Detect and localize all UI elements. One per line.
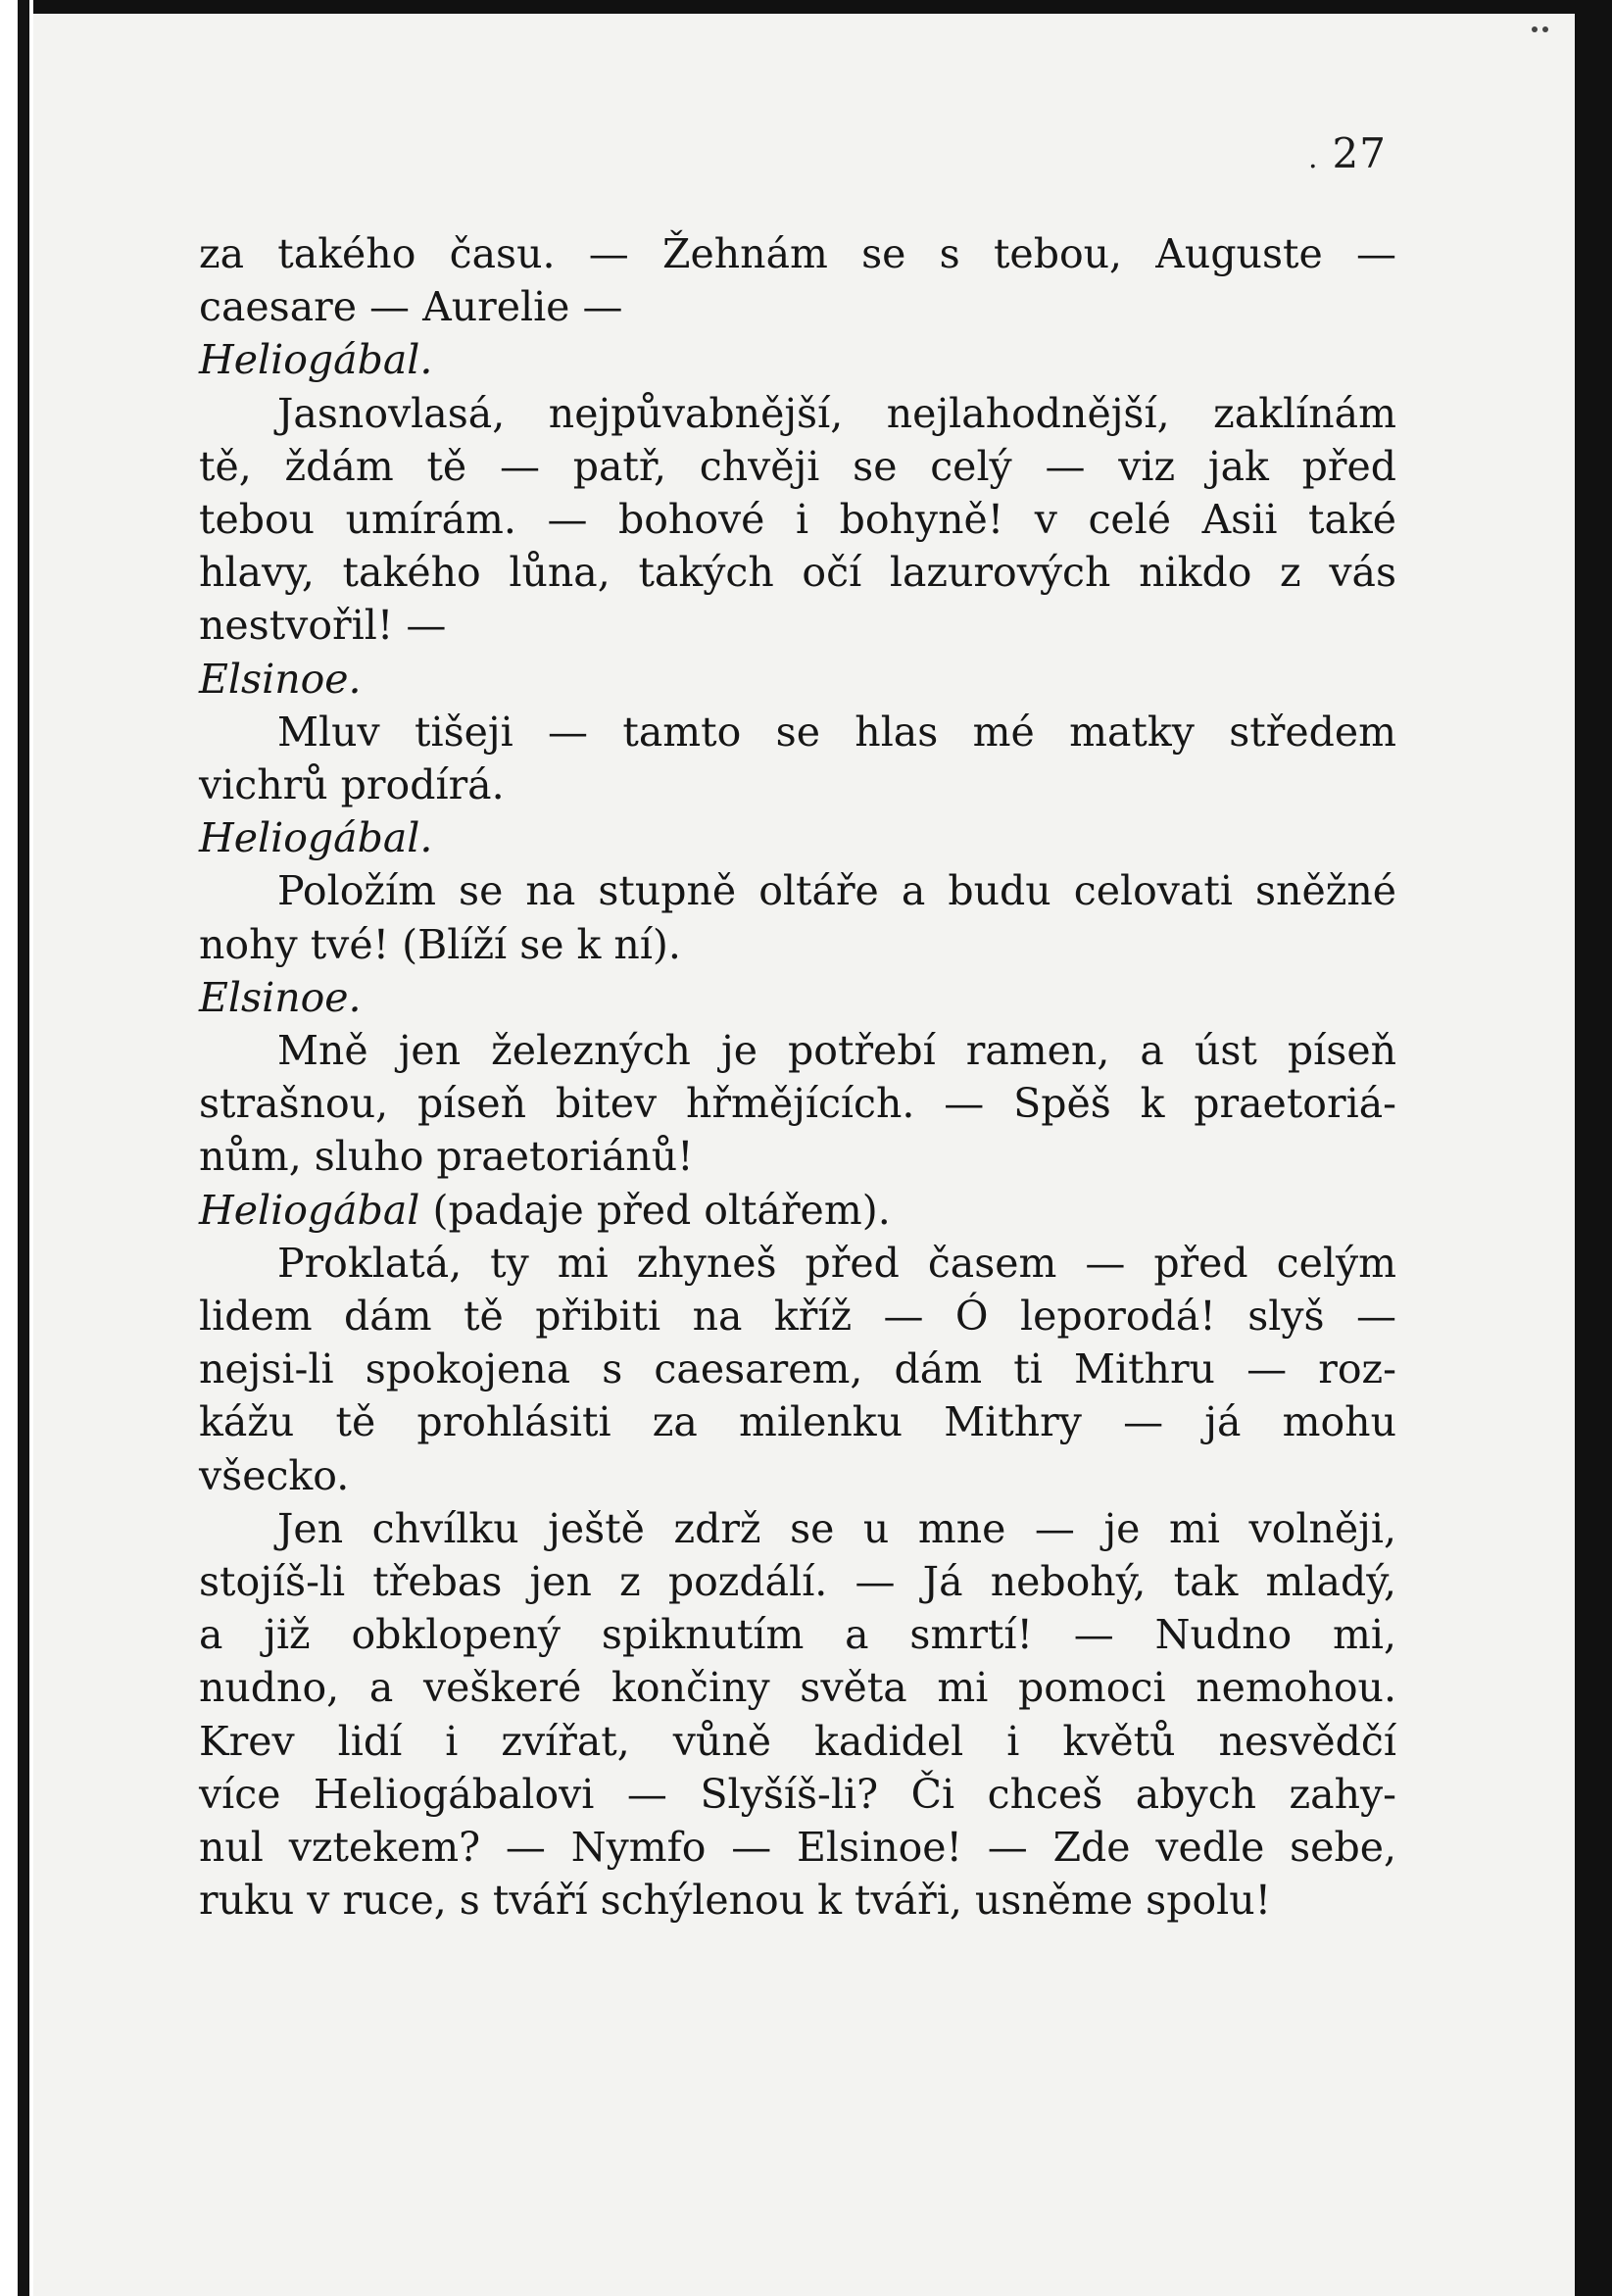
speaker-heading: Elsinoe. xyxy=(199,973,362,1021)
text-line: tě, ždám tě — patř, chvěji se celý — viz jak před xyxy=(199,442,1396,490)
speech-paragraph xyxy=(199,1024,1396,1184)
speaker-heading: Heliogábal. xyxy=(199,336,433,384)
text-line: stojíš-li třebas jen z pozdálí. — Já nebohý, tak mladý, xyxy=(199,1558,1396,1606)
text-line: a již obklopený spiknutím a smrtí! — Nudno mi, xyxy=(199,1611,1396,1659)
speaker-heading: Heliogábal. xyxy=(199,814,433,862)
speech-paragraph xyxy=(199,864,1396,970)
text-line: Mluv tišeji — tamto se hlas mé matky středem xyxy=(277,708,1396,756)
text-line: za takého času. — Žehnám se s tebou, Auguste — xyxy=(199,230,1396,277)
speech-paragraph xyxy=(199,387,1396,653)
text-line: nejsi-li spokojena s caesarem, dám ti Mithru — roz- xyxy=(199,1345,1396,1393)
speech-paragraph xyxy=(199,1502,1396,1928)
text-line: vichrů prodírá. xyxy=(199,761,505,809)
scan-artifact-dots xyxy=(1532,20,1561,27)
speaker-name: Heliogábal xyxy=(199,1186,420,1234)
text-line: Mně jen železných je potřebí ramen, a úst píseň xyxy=(277,1027,1396,1075)
text-line: nohy tvé! (Blíží se k ní). xyxy=(199,920,681,968)
text-line: hlavy, takého lůna, takých očí lazurových nikdo z vás xyxy=(199,549,1396,597)
text-line: Proklatá, ty mi zhyneš před časem — před celým xyxy=(277,1239,1396,1287)
text-line: lidem dám tě přibiti na kříž — Ó leporodá! slyš — xyxy=(199,1293,1396,1341)
body-text xyxy=(199,227,1396,1928)
text-line: Jasnovlasá, nejpůvabnější, nejlahodnější, zaklínám xyxy=(277,389,1396,437)
text-line: Jen chvílku ještě zdrž se u mne — je mi volněji, xyxy=(277,1504,1396,1552)
text-line: Položím se na stupně oltáře a budu celovati sněžné xyxy=(277,867,1396,915)
speaker-heading-with-direction xyxy=(199,1184,1396,1237)
stage-direction: (padaje před oltářem). xyxy=(432,1186,891,1234)
text-line: caesare — Aurelie — xyxy=(199,283,623,331)
text-line: kážu tě prohlásiti za milenku Mithry — já mohu xyxy=(199,1398,1396,1446)
text-line: tebou umírám. — bohové i bohyně! v celé Asii také xyxy=(199,496,1396,544)
text-line: ruku v ruce, s tváří schýlenou k tváři, usněme spolu! xyxy=(199,1877,1272,1925)
text-line: více Heliogábalovi — Slyšíš-li? Či chceš abych zahy- xyxy=(199,1770,1396,1818)
speech-paragraph xyxy=(199,1237,1396,1502)
scan-border-right xyxy=(1575,0,1612,2296)
page-number-value: 27 xyxy=(1332,129,1387,177)
page-number xyxy=(1308,129,1387,177)
text-line: nudno, a veškeré končiny světa mi pomoci nemohou. xyxy=(199,1664,1396,1712)
text-line: nům, sluho praetoriánů! xyxy=(199,1133,694,1181)
text-line: všecko. xyxy=(199,1451,350,1499)
paragraph-continuation xyxy=(199,227,1396,333)
speech-paragraph xyxy=(199,706,1396,811)
page-number-dot: . xyxy=(1308,141,1319,175)
text-line: Krev lidí i zvířat, vůně kadidel i květů nesvědčí xyxy=(199,1717,1396,1765)
scan-border-top xyxy=(0,0,1612,14)
text-line: nul vztekem? — Nymfo — Elsinoe! — Zde vedle sebe, xyxy=(199,1824,1396,1872)
speaker-heading: Elsinoe. xyxy=(199,655,362,703)
text-line: strašnou, píseň bitev hřmějících. — Spěš k praetoriá- xyxy=(199,1080,1396,1128)
text-line: nestvořil! — xyxy=(199,602,447,650)
book-spine-edge xyxy=(18,0,29,2296)
